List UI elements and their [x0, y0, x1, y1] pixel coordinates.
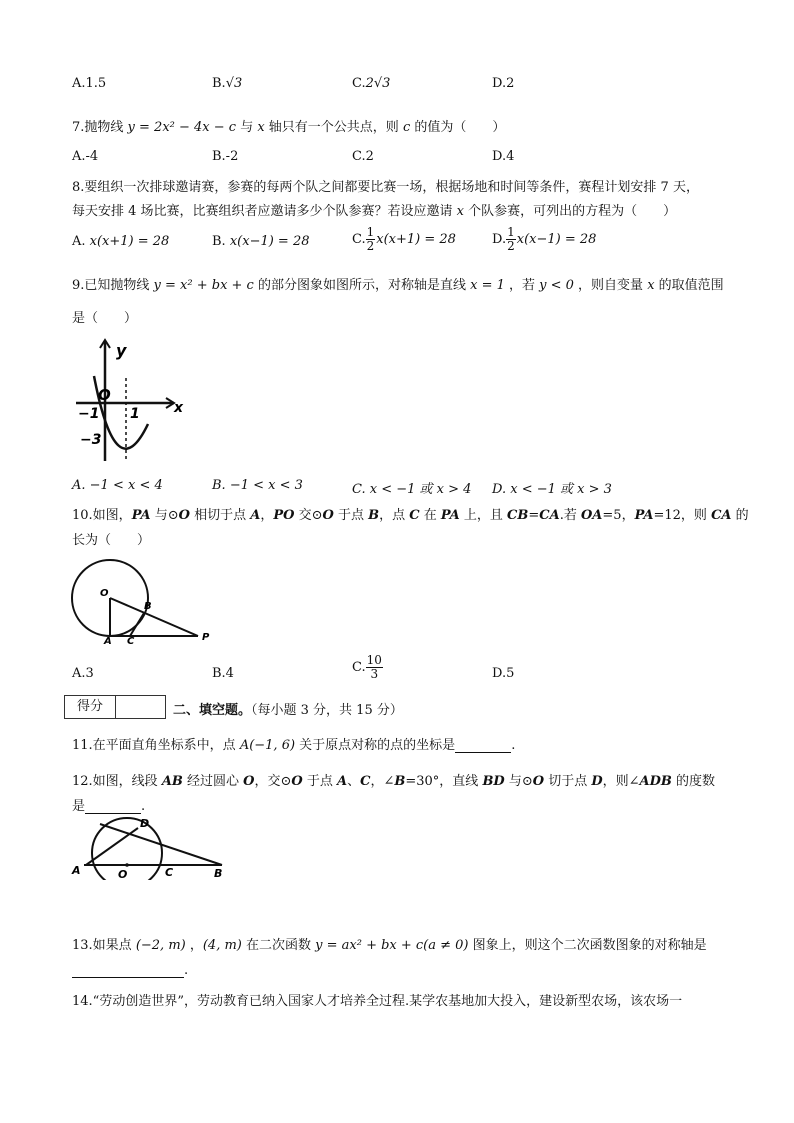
- q11-pre: 11.在平面直角坐标系中，点: [72, 738, 240, 753]
- q7-option-a: A.-4: [72, 149, 99, 164]
- q11-stem: [72, 734, 515, 753]
- q8-line2: [72, 200, 676, 219]
- q12-line1-part: AB: [161, 774, 183, 789]
- q12-line2-pre: 是: [72, 799, 86, 814]
- q6-option-a: A.1.5: [72, 76, 107, 91]
- q10-line1: [72, 504, 749, 523]
- q10-line1-part: 在: [419, 508, 441, 523]
- q10-label-p: P: [202, 632, 210, 643]
- q13-point2: (4, m): [202, 938, 242, 953]
- q8-option-d-frac: [506, 226, 516, 253]
- q13-answer-blank[interactable]: [72, 962, 184, 978]
- q9-parabola-graph: [72, 336, 192, 466]
- q8-option-d-label: D.: [492, 232, 507, 247]
- q12-line1: [72, 770, 715, 789]
- q8-option-a-label: A.: [72, 234, 90, 249]
- q13-post: 图象上，则这个二次函数图象的对称轴是: [468, 938, 707, 953]
- q8-option-b-eq: x(x−1) = 28: [229, 234, 310, 249]
- q7-pre: 7.抛物线: [72, 120, 128, 135]
- q12-label-c: C: [165, 866, 174, 879]
- q10-line2: 长为（ ）: [72, 533, 151, 548]
- q7-c: c: [402, 120, 411, 135]
- q12-line1-part: D: [591, 774, 603, 789]
- q9-label-one: 1: [130, 406, 140, 422]
- q13-point1: (−2, m): [135, 938, 186, 953]
- q9-cond: y < 0: [539, 278, 574, 293]
- q12-line1-part: BD: [482, 774, 505, 789]
- q13-end: .: [184, 963, 189, 978]
- q9-mid2: ，若: [504, 278, 540, 293]
- q10-line1-part: PA: [440, 508, 460, 523]
- q10-line1-part: 交⊙: [294, 508, 323, 523]
- q10-option-d: D.5: [492, 666, 515, 681]
- q11-end: .: [511, 738, 516, 753]
- section2-heading: [173, 699, 403, 718]
- q8-option-b-label: B.: [212, 234, 230, 249]
- q10-line1-part: 相切于点: [189, 508, 251, 523]
- q10-option-c: [352, 654, 384, 681]
- q13-pre: 13.如果点: [72, 938, 136, 953]
- q7-option-c: C.2: [352, 149, 374, 164]
- q8-option-d-eq: x(x−1) = 28: [516, 232, 597, 247]
- q9-label-neg1: −1: [78, 406, 100, 422]
- q12-line1-part: 切于点: [544, 774, 592, 789]
- q12-line1-part: A: [336, 774, 348, 789]
- q10-line1-part: ，: [260, 508, 274, 523]
- q10-line1-part: ，点: [379, 508, 410, 523]
- q10-label-o: O: [100, 588, 109, 599]
- q12-center-dot: [125, 863, 129, 867]
- q13-sep: ，: [185, 938, 203, 953]
- q13-mid: 在二次函数: [241, 938, 316, 953]
- q12-line2: [72, 795, 145, 814]
- q12-line1-part: B: [394, 774, 406, 789]
- q9-label-neg3: −3: [80, 432, 102, 448]
- q12-line1-part: ，交⊙: [254, 774, 292, 789]
- q12-line1-part: O: [243, 774, 255, 789]
- q10-c-frac-den: 3: [370, 667, 379, 681]
- q10-line1-part: .若: [559, 508, 581, 523]
- q10-label-a: A: [104, 636, 112, 644]
- score-label: 得分: [65, 696, 116, 718]
- q9-stem: [72, 274, 724, 293]
- q8-line2-x: x: [456, 204, 465, 219]
- q12-line1-part: C: [360, 774, 371, 789]
- q12-line1-part: ，则∠: [602, 774, 640, 789]
- q10-line-op: [110, 598, 198, 636]
- q10-line1-part: CB: [507, 508, 529, 523]
- q8-option-d: [492, 226, 596, 253]
- q12-label-b: B: [214, 867, 223, 880]
- q10-line1-part: CA: [711, 508, 732, 523]
- q8-line2-pre: 每天安排 4 场比赛，比赛组织者应邀请多少个队参赛？若设应邀请: [72, 204, 457, 219]
- q9-option-d: D. x < −1 或 x > 3: [492, 482, 612, 497]
- score-cell[interactable]: [116, 696, 165, 718]
- q10-label-b: B: [144, 601, 152, 612]
- q10-line1-part: =5，: [602, 508, 635, 523]
- q12-line1-part: 经过圆心: [182, 774, 244, 789]
- q7-equation: y = 2x² − 4x − c: [127, 120, 237, 135]
- q13-line2: [72, 962, 188, 978]
- q10-line1-part: =12，则: [653, 508, 712, 523]
- q6-option-c-label: C.: [352, 76, 366, 91]
- q12-line2-end: .: [141, 799, 146, 814]
- q10-line1-part: 与⊙: [150, 508, 179, 523]
- q12-line1-part: =30°，直线: [405, 774, 483, 789]
- q12-line-ad: [86, 828, 138, 865]
- q6-option-d: D.2: [492, 76, 515, 91]
- q8-option-b: [212, 234, 310, 249]
- q10-line1-part: =: [528, 508, 540, 523]
- q8-d-frac-num: 1: [507, 225, 515, 239]
- q7-end: 的值为（ ）: [410, 120, 506, 135]
- q9-label-origin: O: [98, 386, 111, 404]
- q10-option-b: B.4: [212, 666, 234, 681]
- q7-post: 轴只有一个公共点，则: [264, 120, 403, 135]
- q10-line1-part: O: [178, 508, 190, 523]
- q12-line1-part: O: [291, 774, 303, 789]
- q9-option-b: B. −1 < x < 3: [212, 478, 303, 493]
- q10-tangent-figure: [70, 552, 220, 644]
- q10-line1-part: C: [409, 508, 420, 523]
- q7-x: x: [257, 120, 265, 135]
- q9-label-x: x: [174, 400, 184, 416]
- q10-line1-part: PA: [634, 508, 654, 523]
- q10-line1-part: PO: [273, 508, 295, 523]
- q7-stem: [72, 116, 505, 135]
- q8-d-frac-den: 2: [507, 239, 515, 253]
- q9-mid: 的部分图象如图所示，对称轴是直线: [253, 278, 471, 293]
- q9-axis: x = 1: [470, 278, 505, 293]
- q12-line1-part: 12.如图，线段: [72, 774, 162, 789]
- q10-line1-part: OA: [580, 508, 603, 523]
- q6-option-c: [352, 76, 390, 91]
- q8-option-c-label: C.: [352, 232, 366, 247]
- q12-line1-part: 、: [347, 774, 361, 789]
- q13-equation: y = ax² + bx + c(a ≠ 0): [315, 938, 469, 953]
- q12-line1-part: 与⊙: [504, 774, 533, 789]
- q10-line1-part: B: [368, 508, 380, 523]
- q10-line1-part: 于点: [333, 508, 369, 523]
- q8-c-frac-den: 2: [366, 239, 375, 253]
- q10-line1-part: 10.如图，: [72, 508, 132, 523]
- q9-option-a: A. −1 < x < 4: [72, 478, 163, 493]
- q8-line2-post: 个队参赛，可列出的方程为（ ）: [464, 204, 677, 219]
- q10-option-c-frac: [366, 654, 383, 681]
- q12-line1-part: ，∠: [370, 774, 395, 789]
- q8-option-a: [72, 234, 169, 249]
- q12-line1-part: ADB: [639, 774, 672, 789]
- q12-circle-figure: [70, 814, 230, 880]
- q9-x: x: [647, 278, 655, 293]
- q10-line-cb: [130, 613, 144, 636]
- q13-stem: [72, 934, 707, 953]
- q6-option-b-math: √3: [225, 76, 243, 91]
- q8-option-c-eq: x(x+1) = 28: [376, 232, 456, 247]
- q12-label-d: D: [140, 817, 150, 830]
- q14-line1: 14.“劳动创造世界”，劳动教育已纳入国家人才培养全过程.某学农基地加大投入，建设新型农场，该农场一: [72, 994, 683, 1009]
- q9-pre: 9.已知抛物线: [72, 278, 154, 293]
- q12-line1-part: O: [532, 774, 545, 789]
- q6-option-b-label: B.: [212, 76, 226, 91]
- q7-mid: 与: [236, 120, 258, 135]
- q10-line1-part: 上，且: [459, 508, 508, 523]
- q12-line1-part: 于点: [302, 774, 337, 789]
- q10-line1-part: PA: [131, 508, 151, 523]
- q10-line1-part: 的: [731, 508, 749, 523]
- q9-option-c: C. x < −1 或 x > 4: [352, 482, 472, 497]
- q11-point: A(−1, 6): [239, 738, 296, 753]
- q10-line1-part: A: [250, 508, 261, 523]
- q9-post: ，则自变量: [573, 278, 648, 293]
- q10-c-frac-num: 10: [366, 653, 382, 667]
- section2-note: （每小题 3 分，共 15 分）: [251, 703, 403, 718]
- score-box: [64, 695, 166, 719]
- section2-title: 二、填空题。: [173, 703, 252, 718]
- q10-line1-part: O: [322, 508, 334, 523]
- q12-answer-blank[interactable]: [85, 798, 141, 814]
- q6-option-b: [212, 76, 242, 91]
- q9-end: 的取值范围: [654, 278, 724, 293]
- q12-line1-part: 的度数: [671, 774, 716, 789]
- q9-line2: 是（ ）: [72, 311, 138, 326]
- q7-option-d: D.4: [492, 149, 515, 164]
- q10-option-c-label: C.: [352, 660, 366, 675]
- q11-post: 关于原点对称的点的坐标是: [295, 738, 456, 753]
- q11-answer-blank[interactable]: [455, 737, 511, 753]
- q8-option-c-frac: [366, 226, 376, 253]
- q10-option-a: A.3: [72, 666, 94, 681]
- q10-label-c: C: [127, 636, 135, 644]
- q9-equation: y = x² + bx + c: [153, 278, 254, 293]
- q6-option-c-math: 2√3: [365, 76, 391, 91]
- q7-option-b: B.-2: [212, 149, 239, 164]
- q10-line1-part: CA: [539, 508, 560, 523]
- q8-line1: 8.要组织一次排球邀请赛，参赛的每两个队之间都要比赛一场，根据场地和时间等条件，赛程计划安排 7 天，: [72, 180, 699, 195]
- q8-c-frac-num: 1: [366, 225, 375, 239]
- q12-label-a: A: [72, 864, 81, 877]
- q12-label-o: O: [118, 868, 128, 880]
- q8-option-c: [352, 226, 456, 253]
- q8-option-a-eq: x(x+1) = 28: [89, 234, 170, 249]
- q9-label-y: y: [116, 341, 127, 360]
